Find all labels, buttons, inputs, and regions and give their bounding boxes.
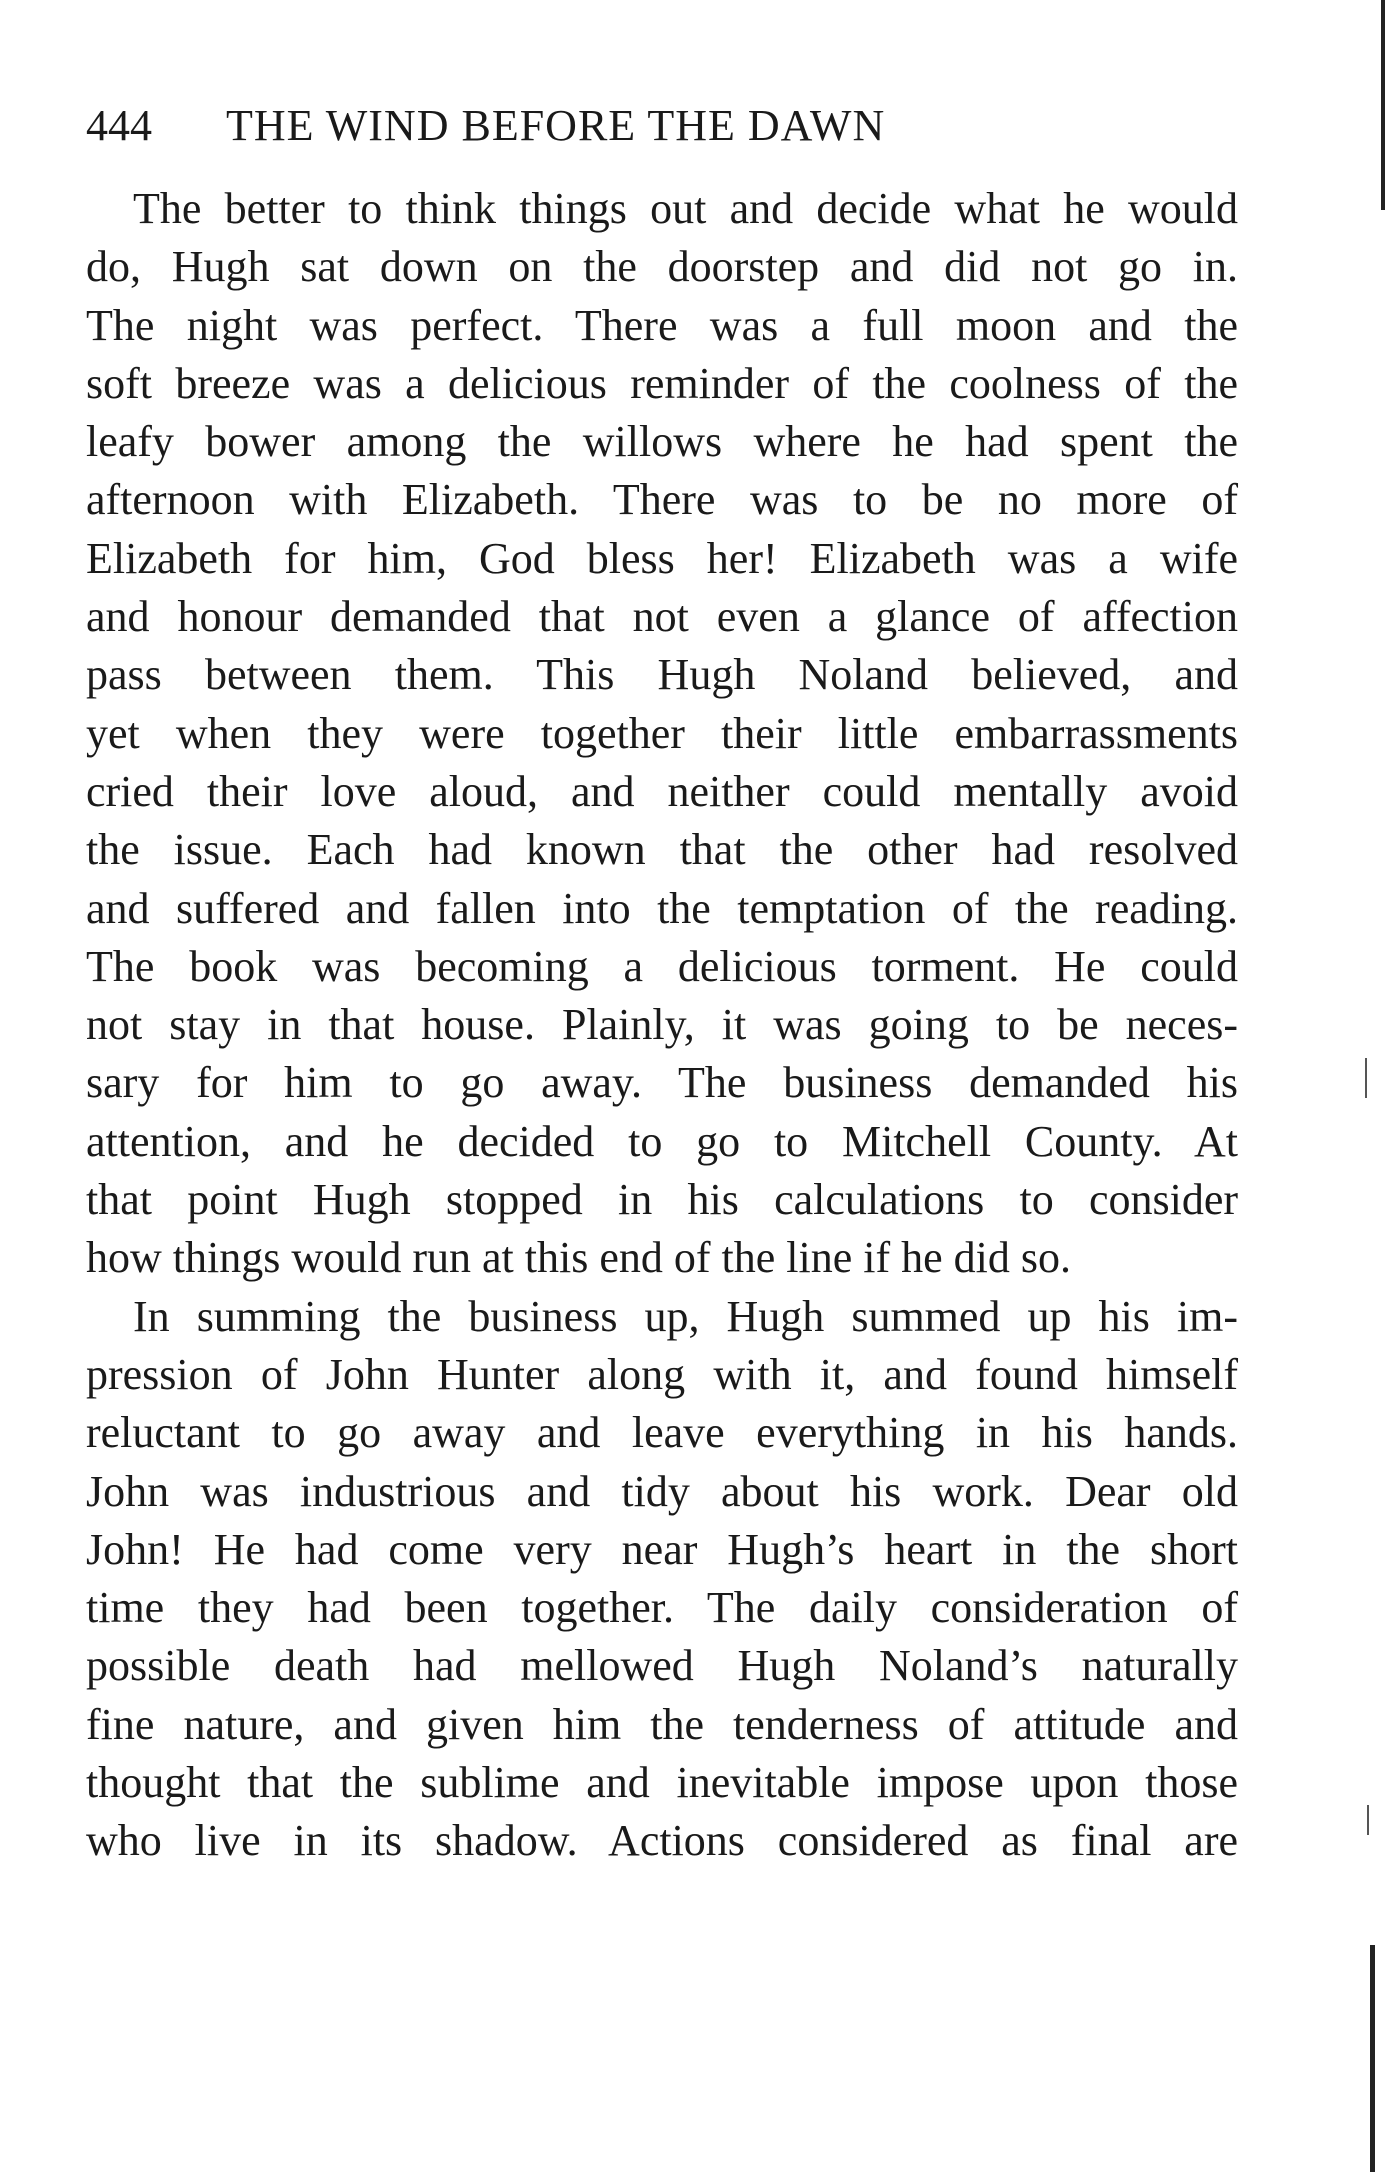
running-title: THE WIND BEFORE THE DAWN bbox=[226, 101, 886, 150]
text-line: thought that the sublime and inevitable impose upon those bbox=[86, 1758, 1238, 1808]
scan-edge-mark bbox=[1367, 1805, 1369, 1835]
text-line: John! He had come very near Hugh’s heart in the short bbox=[86, 1524, 1238, 1574]
text-line: and suffered and fallen into the temptation of the reading. bbox=[86, 883, 1238, 933]
text-line: The night was perfect. There was a full moon and the bbox=[86, 300, 1238, 350]
running-head bbox=[86, 96, 1246, 156]
text-line: that point Hugh stopped in his calculations to consider bbox=[86, 1175, 1238, 1225]
text-line: Elizabeth for him, God bless her! Elizabeth was a wife bbox=[86, 533, 1238, 583]
page-number: 444 bbox=[86, 101, 152, 150]
text-line: sary for him to go away. The business demanded his bbox=[86, 1058, 1238, 1108]
body-text bbox=[86, 180, 1238, 1871]
text-line: pression of John Hunter along with it, and found himself bbox=[86, 1349, 1238, 1399]
text-line: not stay in that house. Plainly, it was going to be neces- bbox=[86, 1000, 1238, 1050]
text-line: and honour demanded that not even a glance of affection bbox=[86, 592, 1238, 642]
text-line: pass between them. This Hugh Noland believed, and bbox=[86, 650, 1238, 700]
text-line: John was industrious and tidy about his work. Dear old bbox=[86, 1466, 1238, 1516]
text-line: afternoon with Elizabeth. There was to be no more of bbox=[86, 475, 1238, 525]
scan-edge-mark bbox=[1381, 0, 1385, 210]
paragraph bbox=[86, 1288, 1238, 1871]
text-line: reluctant to go away and leave everything in his hands. bbox=[86, 1408, 1238, 1458]
text-line: time they had been together. The daily consideration of bbox=[86, 1583, 1238, 1633]
text-line: soft breeze was a delicious reminder of the coolness of the bbox=[86, 358, 1238, 408]
text-line: who live in its shadow. Actions considered as final are bbox=[86, 1816, 1238, 1866]
paragraph bbox=[86, 180, 1238, 1288]
text-line: the issue. Each had known that the other had resolved bbox=[86, 825, 1238, 875]
text-line: leafy bower among the willows where he had spent the bbox=[86, 417, 1238, 467]
text-line: cried their love aloud, and neither could mentally avoid bbox=[86, 766, 1238, 816]
scan-edge-mark bbox=[1370, 1945, 1375, 2172]
scan-edge-mark bbox=[1365, 1058, 1367, 1098]
text-line: The book was becoming a delicious torment. He could bbox=[86, 941, 1238, 991]
text-line: In summing the business up, Hugh summed up his im- bbox=[133, 1291, 1238, 1341]
text-line: yet when they were together their little embarrassments bbox=[86, 708, 1238, 758]
text-line: how things would run at this end of the line if he did so. bbox=[86, 1233, 1071, 1283]
text-line: The better to think things out and decide what he would bbox=[133, 184, 1238, 233]
text-line: fine nature, and given him the tenderness of attitude and bbox=[86, 1699, 1238, 1749]
text-line: attention, and he decided to go to Mitchell County. At bbox=[86, 1116, 1238, 1166]
text-line: possible death had mellowed Hugh Noland’s naturally bbox=[86, 1641, 1238, 1691]
text-line: do, Hugh sat down on the doorstep and did not go in. bbox=[86, 242, 1238, 292]
